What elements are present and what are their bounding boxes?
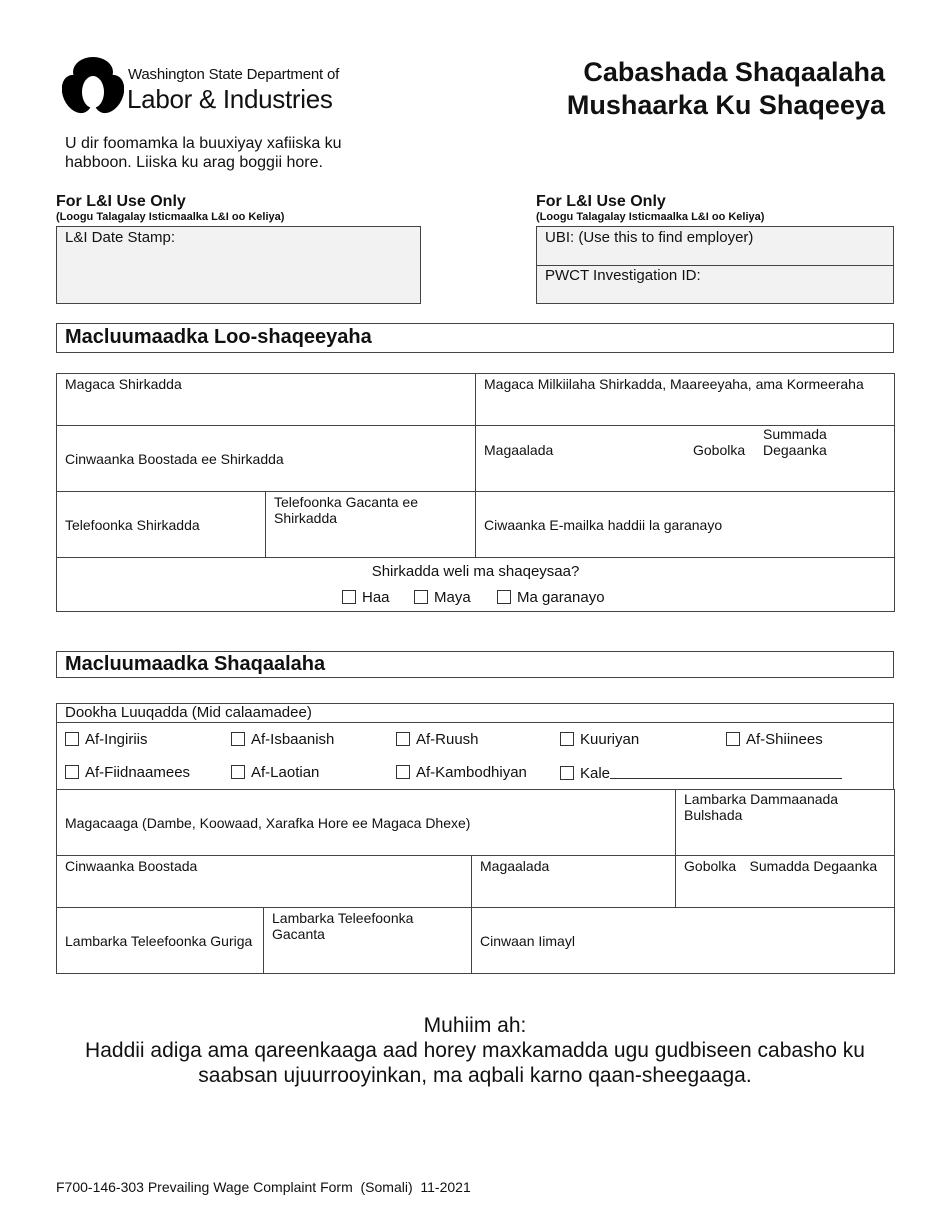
worker-address-field[interactable]	[57, 856, 472, 908]
language-option-russian[interactable]	[396, 731, 479, 748]
worker-email-field[interactable]	[472, 908, 895, 974]
intro-text: U dir foomamka la buuxiyay xafiiska ku habboon. Liiska ku arag boggii hore.	[65, 135, 342, 171]
ubi-label: UBI: (Use this to find employer)	[545, 229, 754, 246]
company-email-field[interactable]	[476, 492, 895, 558]
important-line2: saabsan ujuurrooyinkan, ma aqbali karno qaan-sheegaaga.	[198, 1064, 752, 1087]
in-business-question: Shirkadda weli ma shaqeysaa?	[371, 563, 580, 580]
option-label: Haa	[362, 589, 390, 606]
in-business-question-cell	[57, 558, 895, 612]
option-label: Af-Ingiriis	[85, 731, 148, 748]
date-stamp-box[interactable]	[56, 226, 421, 304]
ubi-field[interactable]	[536, 226, 894, 266]
option-label: Af-Laotian	[251, 764, 320, 781]
use-only-subtitle: (Loogu Talagalay Isticmaalka L&I oo Keliya)	[536, 211, 765, 223]
language-option-chinese[interactable]	[726, 731, 823, 748]
checkbox[interactable]	[65, 732, 79, 746]
in-business-yes-option[interactable]	[342, 589, 390, 606]
form-title-line2: Mushaarka Ku Shaqeeya	[566, 90, 885, 120]
use-only-left-heading	[56, 193, 284, 223]
ssn-label: Lambarka Dammaanada Bulshada	[684, 791, 839, 823]
use-only-subtitle: (Loogu Talagalay Isticmaalka L&I oo Keliya)	[56, 211, 285, 223]
language-option-cambodian[interactable]	[396, 764, 527, 781]
checkbox[interactable]	[396, 765, 410, 779]
other-language-input[interactable]	[610, 764, 842, 779]
worker-address-label: Cinwaanka Boostada	[65, 858, 198, 874]
worker-name-label: Magacaaga (Dambe, Koowaad, Xarafka Hore ee Magaca Dhexe)	[65, 814, 471, 831]
org-name-line1: Washington State Department of	[128, 66, 340, 83]
home-phone-field[interactable]	[57, 908, 264, 974]
option-label: Kuuriyan	[580, 731, 640, 748]
checkbox[interactable]	[65, 765, 79, 779]
option-label: Af-Isbaanish	[251, 731, 335, 748]
use-only-title: For L&I Use Only	[56, 193, 186, 210]
option-label: Maya	[434, 589, 471, 606]
language-option-spanish[interactable]	[231, 731, 334, 748]
company-address-label: Cinwaanka Boostada ee Shirkadda	[65, 450, 284, 467]
important-heading: Muhiim ah:	[423, 1014, 527, 1037]
option-label: Ma garanayo	[517, 589, 605, 606]
company-city-label: Magaalada	[484, 442, 554, 458]
checkbox[interactable]	[560, 732, 574, 746]
worker-mobile-label: Lambarka Teleefoonka Gacanta	[272, 910, 414, 942]
employer-info-table	[56, 373, 895, 612]
worker-name-field[interactable]	[57, 790, 676, 856]
language-option-vietnamese[interactable]	[65, 764, 190, 781]
home-phone-label: Lambarka Teleefoonka Guriga	[65, 932, 253, 949]
language-option-korean[interactable]	[560, 731, 639, 748]
owner-name-field[interactable]	[476, 374, 895, 426]
use-only-right-heading	[536, 193, 764, 223]
company-mobile-label: Telefoonka Gacanta ee Shirkadda	[274, 494, 418, 526]
checkbox[interactable]	[231, 732, 245, 746]
checkbox[interactable]	[497, 590, 511, 604]
company-phone-field[interactable]	[57, 492, 266, 558]
worker-city-field[interactable]	[472, 856, 676, 908]
owner-name-label: Magaca Milkiilaha Shirkadda, Maareeyaha, ama Kormeeraha	[484, 376, 864, 392]
form-footer-id: F700-146-303 Prevailing Wage Complaint Form (Somali) 11-2021	[56, 1179, 471, 1195]
pwct-id-field[interactable]	[536, 265, 894, 304]
important-line1: Haddii adiga ama qareenkaaga aad horey maxkamadda ugu gudbiseen cabasho ku	[85, 1039, 865, 1062]
worker-info-table	[56, 789, 895, 974]
form-title-line1: Cabashada Shaqaalaha	[583, 57, 885, 87]
worker-city-label: Magaalada	[480, 858, 550, 874]
date-stamp-label: L&I Date Stamp:	[65, 229, 176, 246]
company-mobile-field[interactable]	[266, 492, 476, 558]
use-only-title: For L&I Use Only	[536, 193, 666, 210]
company-phone-label: Telefoonka Shirkadda	[65, 516, 200, 533]
worker-state-label: Gobolka	[684, 858, 737, 874]
language-option-laotian[interactable]	[231, 764, 319, 781]
checkbox[interactable]	[414, 590, 428, 604]
company-address-field[interactable]	[57, 426, 476, 492]
option-label: Af-Shiinees	[746, 731, 823, 748]
company-city-state-zip-field[interactable]	[476, 426, 895, 492]
worker-email-label: Cinwaan Iimayl	[480, 932, 575, 949]
ssn-field[interactable]	[676, 790, 895, 856]
checkbox[interactable]	[396, 732, 410, 746]
pwct-id-label: PWCT Investigation ID:	[545, 267, 701, 284]
org-name-line2: Labor & Industries	[127, 84, 333, 114]
checkbox[interactable]	[560, 766, 574, 780]
company-zip-label: Summada Degaanka	[763, 426, 827, 458]
company-state-label: Gobolka	[693, 442, 746, 458]
option-label: Af-Fiidnaamees	[85, 764, 191, 781]
checkbox[interactable]	[342, 590, 356, 604]
employer-section-header: Macluumaadka Loo-shaqeeyaha	[56, 323, 894, 353]
form-title	[567, 56, 885, 122]
language-option-other[interactable]	[560, 764, 842, 782]
important-notice	[0, 1013, 950, 1088]
company-email-label: Ciwaanka E-mailka haddii la garanayo	[484, 516, 723, 533]
language-preference-box	[56, 703, 894, 790]
language-preference-label: Dookha Luuqadda (Mid calaamadee)	[57, 704, 893, 723]
language-option-english[interactable]	[65, 731, 148, 748]
in-business-unknown-option[interactable]	[497, 589, 605, 606]
company-name-field[interactable]	[57, 374, 476, 426]
company-name-label: Magaca Shirkadda	[65, 376, 182, 392]
lni-logo-icon	[62, 54, 124, 118]
in-business-no-option[interactable]	[414, 589, 471, 606]
checkbox[interactable]	[726, 732, 740, 746]
worker-zip-label: Sumadda Degaanka	[749, 858, 878, 874]
worker-mobile-field[interactable]	[264, 908, 472, 974]
worker-zip-field[interactable]	[748, 856, 895, 908]
option-label: Kale	[580, 765, 611, 782]
checkbox[interactable]	[231, 765, 245, 779]
option-label: Af-Ruush	[416, 731, 479, 748]
worker-state-field[interactable]	[676, 856, 748, 908]
worker-section-header: Macluumaadka Shaqaalaha	[56, 651, 894, 678]
option-label: Af-Kambodhiyan	[416, 764, 527, 781]
